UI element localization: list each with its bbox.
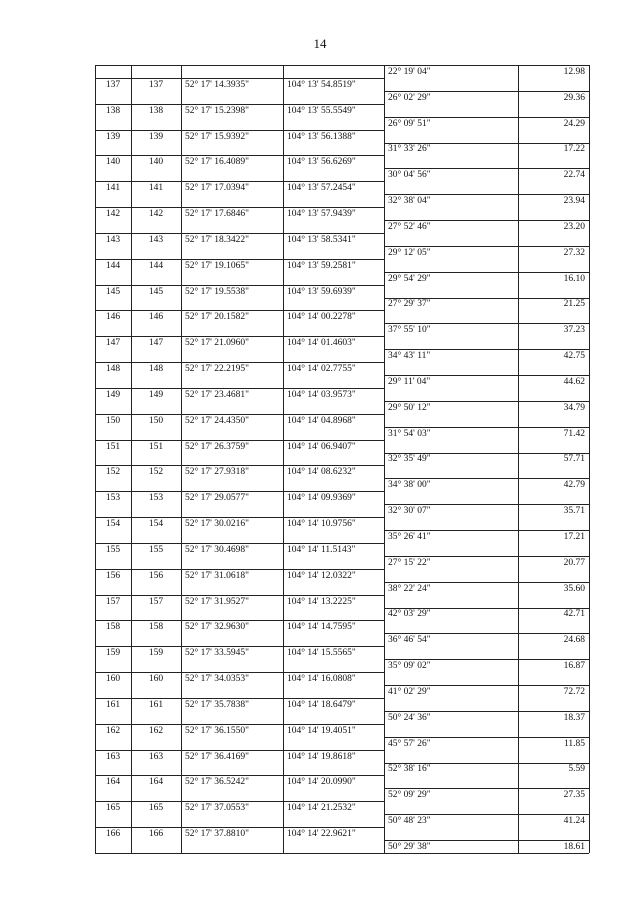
longitude: 104° 14' 00.2278" (287, 312, 356, 322)
segment-length: 18.37 (563, 713, 585, 723)
point-id: 165 (148, 803, 164, 813)
segment-length: 20.77 (563, 558, 585, 568)
latitude: 52° 17' 27.9318" (185, 467, 250, 477)
longitude: 104° 14' 18.6479" (287, 700, 356, 710)
point-id: 154 (148, 519, 164, 529)
latitude: 52° 17' 22.2195" (185, 364, 250, 374)
direction-angle: 52° 09' 29" (388, 790, 431, 800)
point-id: 149 (148, 390, 164, 400)
segment-length: 21.25 (563, 299, 585, 309)
segment-length: 29.36 (563, 93, 585, 103)
point-number: 163 (105, 752, 121, 762)
longitude: 104° 13' 57.2454" (287, 183, 356, 193)
point-number: 137 (105, 80, 121, 90)
latitude: 52° 17' 33.5945" (185, 648, 250, 658)
column-divider (384, 65, 385, 853)
point-id: 144 (148, 261, 164, 271)
direction-angle: 52° 38' 16" (388, 764, 431, 774)
direction-angle: 30° 04' 56" (388, 170, 431, 180)
segment-length: 22.74 (563, 170, 585, 180)
latitude: 52° 17' 34.0353" (185, 674, 250, 684)
direction-angle: 27° 15' 22" (388, 558, 431, 568)
point-id: 146 (148, 312, 164, 322)
segment-length: 27.35 (563, 790, 585, 800)
point-id: 161 (148, 700, 164, 710)
point-number: 146 (105, 312, 121, 322)
latitude: 52° 17' 15.9392" (185, 132, 250, 142)
point-number: 143 (105, 235, 121, 245)
longitude: 104° 14' 14.7595" (287, 622, 356, 632)
point-number: 157 (105, 597, 121, 607)
segment-length: 27.32 (563, 248, 585, 258)
column-divider (95, 65, 96, 853)
point-number: 140 (105, 157, 121, 167)
direction-angle: 29° 54' 29" (388, 274, 431, 284)
point-number: 147 (105, 338, 121, 348)
longitude: 104° 14' 19.4051" (287, 726, 356, 736)
segment-length: 35.60 (563, 584, 585, 594)
direction-angle: 50° 29' 38" (388, 842, 431, 852)
longitude: 104° 14' 15.5565" (287, 648, 356, 658)
point-number: 144 (105, 261, 121, 271)
longitude: 104° 14' 12.0322" (287, 571, 356, 581)
point-id: 139 (148, 132, 164, 142)
point-id: 141 (148, 183, 164, 193)
longitude: 104° 14' 19.8618" (287, 752, 356, 762)
latitude: 52° 17' 31.9527" (185, 597, 250, 607)
point-id: 158 (148, 622, 164, 632)
point-number: 166 (105, 829, 121, 839)
point-number: 159 (105, 648, 121, 658)
direction-angle: 22° 19' 04" (388, 67, 431, 77)
latitude: 52° 17' 17.0394" (185, 183, 250, 193)
latitude: 52° 17' 21.0960" (185, 338, 250, 348)
latitude: 52° 17' 30.0216" (185, 519, 250, 529)
segment-length: 16.87 (563, 661, 585, 671)
direction-angle: 32° 38' 04" (388, 196, 431, 206)
segment-length: 57.71 (563, 454, 585, 464)
longitude: 104° 13' 56.6269" (287, 157, 356, 167)
column-divider (283, 65, 284, 853)
segment-length: 41.24 (563, 816, 585, 826)
segment-length: 35.71 (563, 506, 585, 516)
point-id: 142 (148, 209, 164, 219)
direction-angle: 31° 54' 03" (388, 429, 431, 439)
direction-angle: 34° 43' 11" (388, 351, 431, 361)
point-id: 140 (148, 157, 164, 167)
point-number: 162 (105, 726, 121, 736)
longitude: 104° 14' 16.0808" (287, 674, 356, 684)
point-number: 160 (105, 674, 121, 684)
longitude: 104° 13' 55.5549" (287, 106, 356, 116)
column-divider (181, 65, 182, 853)
point-number: 145 (105, 287, 121, 297)
longitude: 104° 13' 58.5341" (287, 235, 356, 245)
point-id: 150 (148, 416, 164, 426)
longitude: 104° 14' 04.8968" (287, 416, 356, 426)
longitude: 104° 14' 01.4603" (287, 338, 356, 348)
latitude: 52° 17' 15.2398" (185, 106, 250, 116)
segment-length: 5.59 (568, 764, 585, 774)
point-number: 149 (105, 390, 121, 400)
direction-angle: 32° 35' 49" (388, 454, 431, 464)
latitude: 52° 17' 30.4698" (185, 545, 250, 555)
latitude: 52° 17' 31.0618" (185, 571, 250, 581)
direction-angle: 29° 12' 05" (388, 248, 431, 258)
point-number: 156 (105, 571, 121, 581)
longitude: 104° 14' 03.9573" (287, 390, 356, 400)
direction-angle: 37° 55' 10" (388, 325, 431, 335)
longitude: 104° 14' 13.2225" (287, 597, 356, 607)
latitude: 52° 17' 18.3422" (185, 235, 250, 245)
point-number: 158 (105, 622, 121, 632)
segment-length: 16.10 (563, 274, 585, 284)
latitude: 52° 17' 36.4169" (185, 752, 250, 762)
point-id: 143 (148, 235, 164, 245)
latitude: 52° 17' 19.5538" (185, 287, 250, 297)
latitude: 52° 17' 37.0553" (185, 803, 250, 813)
coordinates-table (95, 65, 589, 853)
point-number: 152 (105, 467, 121, 477)
latitude: 52° 17' 20.1582" (185, 312, 250, 322)
point-id: 163 (148, 752, 164, 762)
latitude: 52° 17' 19.1065" (185, 261, 250, 271)
direction-angle: 34° 38' 00" (388, 480, 431, 490)
segment-length: 42.75 (563, 351, 585, 361)
longitude: 104° 13' 54.8519" (287, 80, 356, 90)
point-number: 164 (105, 777, 121, 787)
table-border (95, 65, 589, 66)
segment-length: 11.85 (563, 739, 585, 749)
column-divider (518, 65, 519, 853)
point-number: 148 (105, 364, 121, 374)
segment-length: 34.79 (563, 403, 585, 413)
longitude: 104° 14' 21.2532" (287, 803, 356, 813)
direction-angle: 41° 02' 29" (388, 687, 431, 697)
point-id: 152 (148, 467, 164, 477)
point-id: 164 (148, 777, 164, 787)
longitude: 104° 13' 59.2581" (287, 261, 356, 271)
latitude: 52° 17' 35.7838" (185, 700, 250, 710)
direction-angle: 27° 52' 46" (388, 222, 431, 232)
table-border (95, 853, 589, 854)
longitude: 104° 14' 02.7755" (287, 364, 356, 374)
point-id: 160 (148, 674, 164, 684)
direction-angle: 50° 24' 36" (388, 713, 431, 723)
longitude: 104° 13' 57.9439" (287, 209, 356, 219)
latitude: 52° 17' 37.8810" (185, 829, 250, 839)
segment-length: 17.21 (563, 532, 585, 542)
latitude: 52° 17' 16.4089" (185, 157, 250, 167)
longitude: 104° 13' 59.6939" (287, 287, 356, 297)
longitude: 104° 14' 20.0990" (287, 777, 356, 787)
direction-angle: 42° 03' 29" (388, 609, 431, 619)
page-number: 14 (313, 36, 327, 51)
longitude: 104° 14' 10.9756" (287, 519, 356, 529)
latitude: 52° 17' 23.4681" (185, 390, 250, 400)
longitude: 104° 14' 09.9369" (287, 493, 356, 503)
segment-length: 44.62 (563, 377, 585, 387)
point-id: 157 (148, 597, 164, 607)
point-number: 142 (105, 209, 121, 219)
point-id: 137 (148, 80, 164, 90)
longitude: 104° 14' 08.6232" (287, 467, 356, 477)
segment-length: 17.22 (563, 144, 585, 154)
point-number: 141 (105, 183, 121, 193)
direction-angle: 29° 11' 04" (388, 377, 431, 387)
direction-angle: 35° 09' 02" (388, 661, 431, 671)
point-id: 162 (148, 726, 164, 736)
point-id: 156 (148, 571, 164, 581)
point-id: 153 (148, 493, 164, 503)
point-number: 139 (105, 132, 121, 142)
latitude: 52° 17' 32.9630" (185, 622, 250, 632)
direction-angle: 35° 26' 41" (388, 532, 431, 542)
direction-angle: 45° 57' 26" (388, 739, 431, 749)
point-id: 145 (148, 287, 164, 297)
column-divider (131, 65, 132, 853)
point-number: 150 (105, 416, 121, 426)
direction-angle: 32° 30' 07" (388, 506, 431, 516)
segment-length: 24.68 (563, 635, 585, 645)
point-number: 151 (105, 442, 121, 452)
point-id: 151 (148, 442, 164, 452)
longitude: 104° 14' 11.5143" (287, 545, 356, 555)
longitude: 104° 14' 06.9407" (287, 442, 356, 452)
segment-length: 24.29 (563, 119, 585, 129)
segment-length: 42.79 (563, 480, 585, 490)
segment-length: 72.72 (563, 687, 585, 697)
direction-angle: 36° 46' 54" (388, 635, 431, 645)
point-number: 138 (105, 106, 121, 116)
segment-length: 42.71 (563, 609, 585, 619)
point-number: 154 (105, 519, 121, 529)
direction-angle: 26° 02' 29" (388, 93, 431, 103)
point-id: 148 (148, 364, 164, 374)
point-number: 155 (105, 545, 121, 555)
point-number: 153 (105, 493, 121, 503)
point-id: 147 (148, 338, 164, 348)
column-divider (589, 65, 590, 853)
segment-length: 37.23 (563, 325, 585, 335)
direction-angle: 38° 22' 24" (388, 584, 431, 594)
longitude: 104° 14' 22.9621" (287, 829, 356, 839)
point-number: 161 (105, 700, 121, 710)
point-id: 159 (148, 648, 164, 658)
latitude: 52° 17' 26.3759" (185, 442, 250, 452)
latitude: 52° 17' 17.6846" (185, 209, 250, 219)
segment-length: 23.94 (563, 196, 585, 206)
longitude: 104° 13' 56.1388" (287, 132, 356, 142)
latitude: 52° 17' 36.1550" (185, 726, 250, 736)
latitude: 52° 17' 24.4350" (185, 416, 250, 426)
direction-angle: 26° 09' 51" (388, 119, 431, 129)
point-id: 138 (148, 106, 164, 116)
segment-length: 12.98 (563, 67, 585, 77)
point-number: 165 (105, 803, 121, 813)
direction-angle: 31° 33' 26" (388, 144, 431, 154)
direction-angle: 27° 29' 37" (388, 299, 431, 309)
segment-length: 18.61 (563, 842, 585, 852)
direction-angle: 50° 48' 23" (388, 816, 431, 826)
latitude: 52° 17' 29.0577" (185, 493, 250, 503)
direction-angle: 29° 50' 12" (388, 403, 431, 413)
point-id: 166 (148, 829, 164, 839)
point-id: 155 (148, 545, 164, 555)
latitude: 52° 17' 36.5242" (185, 777, 250, 787)
latitude: 52° 17' 14.3935" (185, 80, 250, 90)
segment-length: 23.20 (563, 222, 585, 232)
segment-length: 71.42 (563, 429, 585, 439)
